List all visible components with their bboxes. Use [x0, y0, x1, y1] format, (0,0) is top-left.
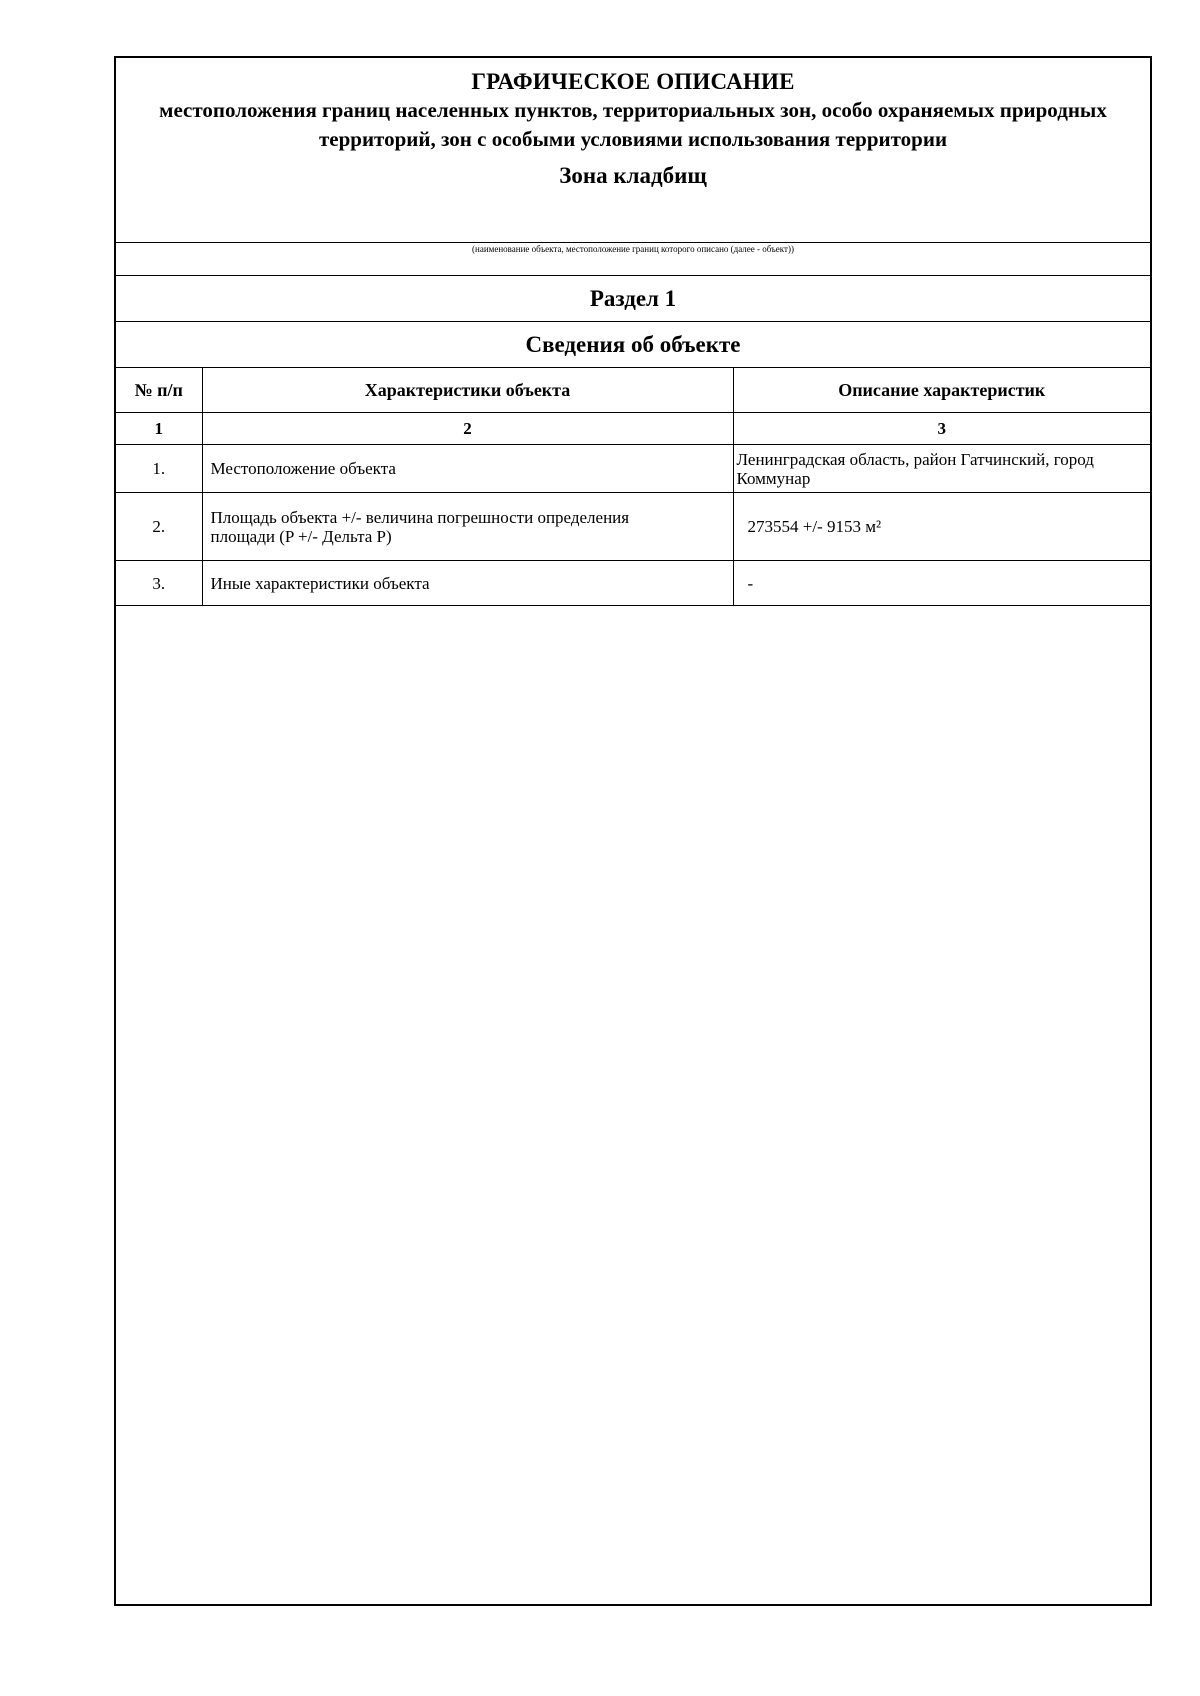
document-header — [116, 58, 1150, 243]
section-label: Раздел 1 — [116, 276, 1150, 322]
document-frame — [114, 56, 1152, 1606]
object-caption: (наименование объекта, местоположение границ которого описано (далее - объект)) — [116, 243, 1150, 276]
table-header-row — [116, 368, 1150, 413]
row-number-cell: 3. — [116, 561, 202, 606]
column-number-cell: 1 — [116, 413, 202, 445]
document-subtitle: местоположения границ населенных пунктов, территориальных зон, особо охраняемых природных территорий, зон с особыми условиями использования территории — [159, 98, 1107, 151]
column-number-cell: 2 — [202, 413, 733, 445]
column-number-cell: 3 — [733, 413, 1150, 445]
description-cell: - — [733, 561, 1150, 606]
header-cell-characteristic: Характеристики объекта — [202, 368, 733, 413]
column-number-row — [116, 413, 1150, 445]
object-name: Зона кладбищ — [559, 163, 707, 188]
table-row — [116, 445, 1150, 493]
header-cell-number: № п/п — [116, 368, 202, 413]
row-number-cell: 2. — [116, 493, 202, 561]
document-title: ГРАФИЧЕСКОЕ ОПИСАНИЕ — [471, 69, 795, 94]
object-info-table — [116, 368, 1150, 606]
characteristic-cell: Иные характеристики объекта — [202, 561, 733, 606]
row-number-cell: 1. — [116, 445, 202, 493]
description-cell: Ленинградская область, район Гатчинский, город Коммунар — [733, 445, 1150, 493]
characteristic-cell: Площадь объекта +/- величина погрешности определения площади (P +/- Дельта P) — [202, 493, 733, 561]
section-title: Сведения об объекте — [116, 322, 1150, 368]
table-row — [116, 561, 1150, 606]
table-row — [116, 493, 1150, 561]
header-cell-description: Описание характеристик — [733, 368, 1150, 413]
description-cell: 273554 +/- 9153 м² — [733, 493, 1150, 561]
characteristic-cell: Местоположение объекта — [202, 445, 733, 493]
